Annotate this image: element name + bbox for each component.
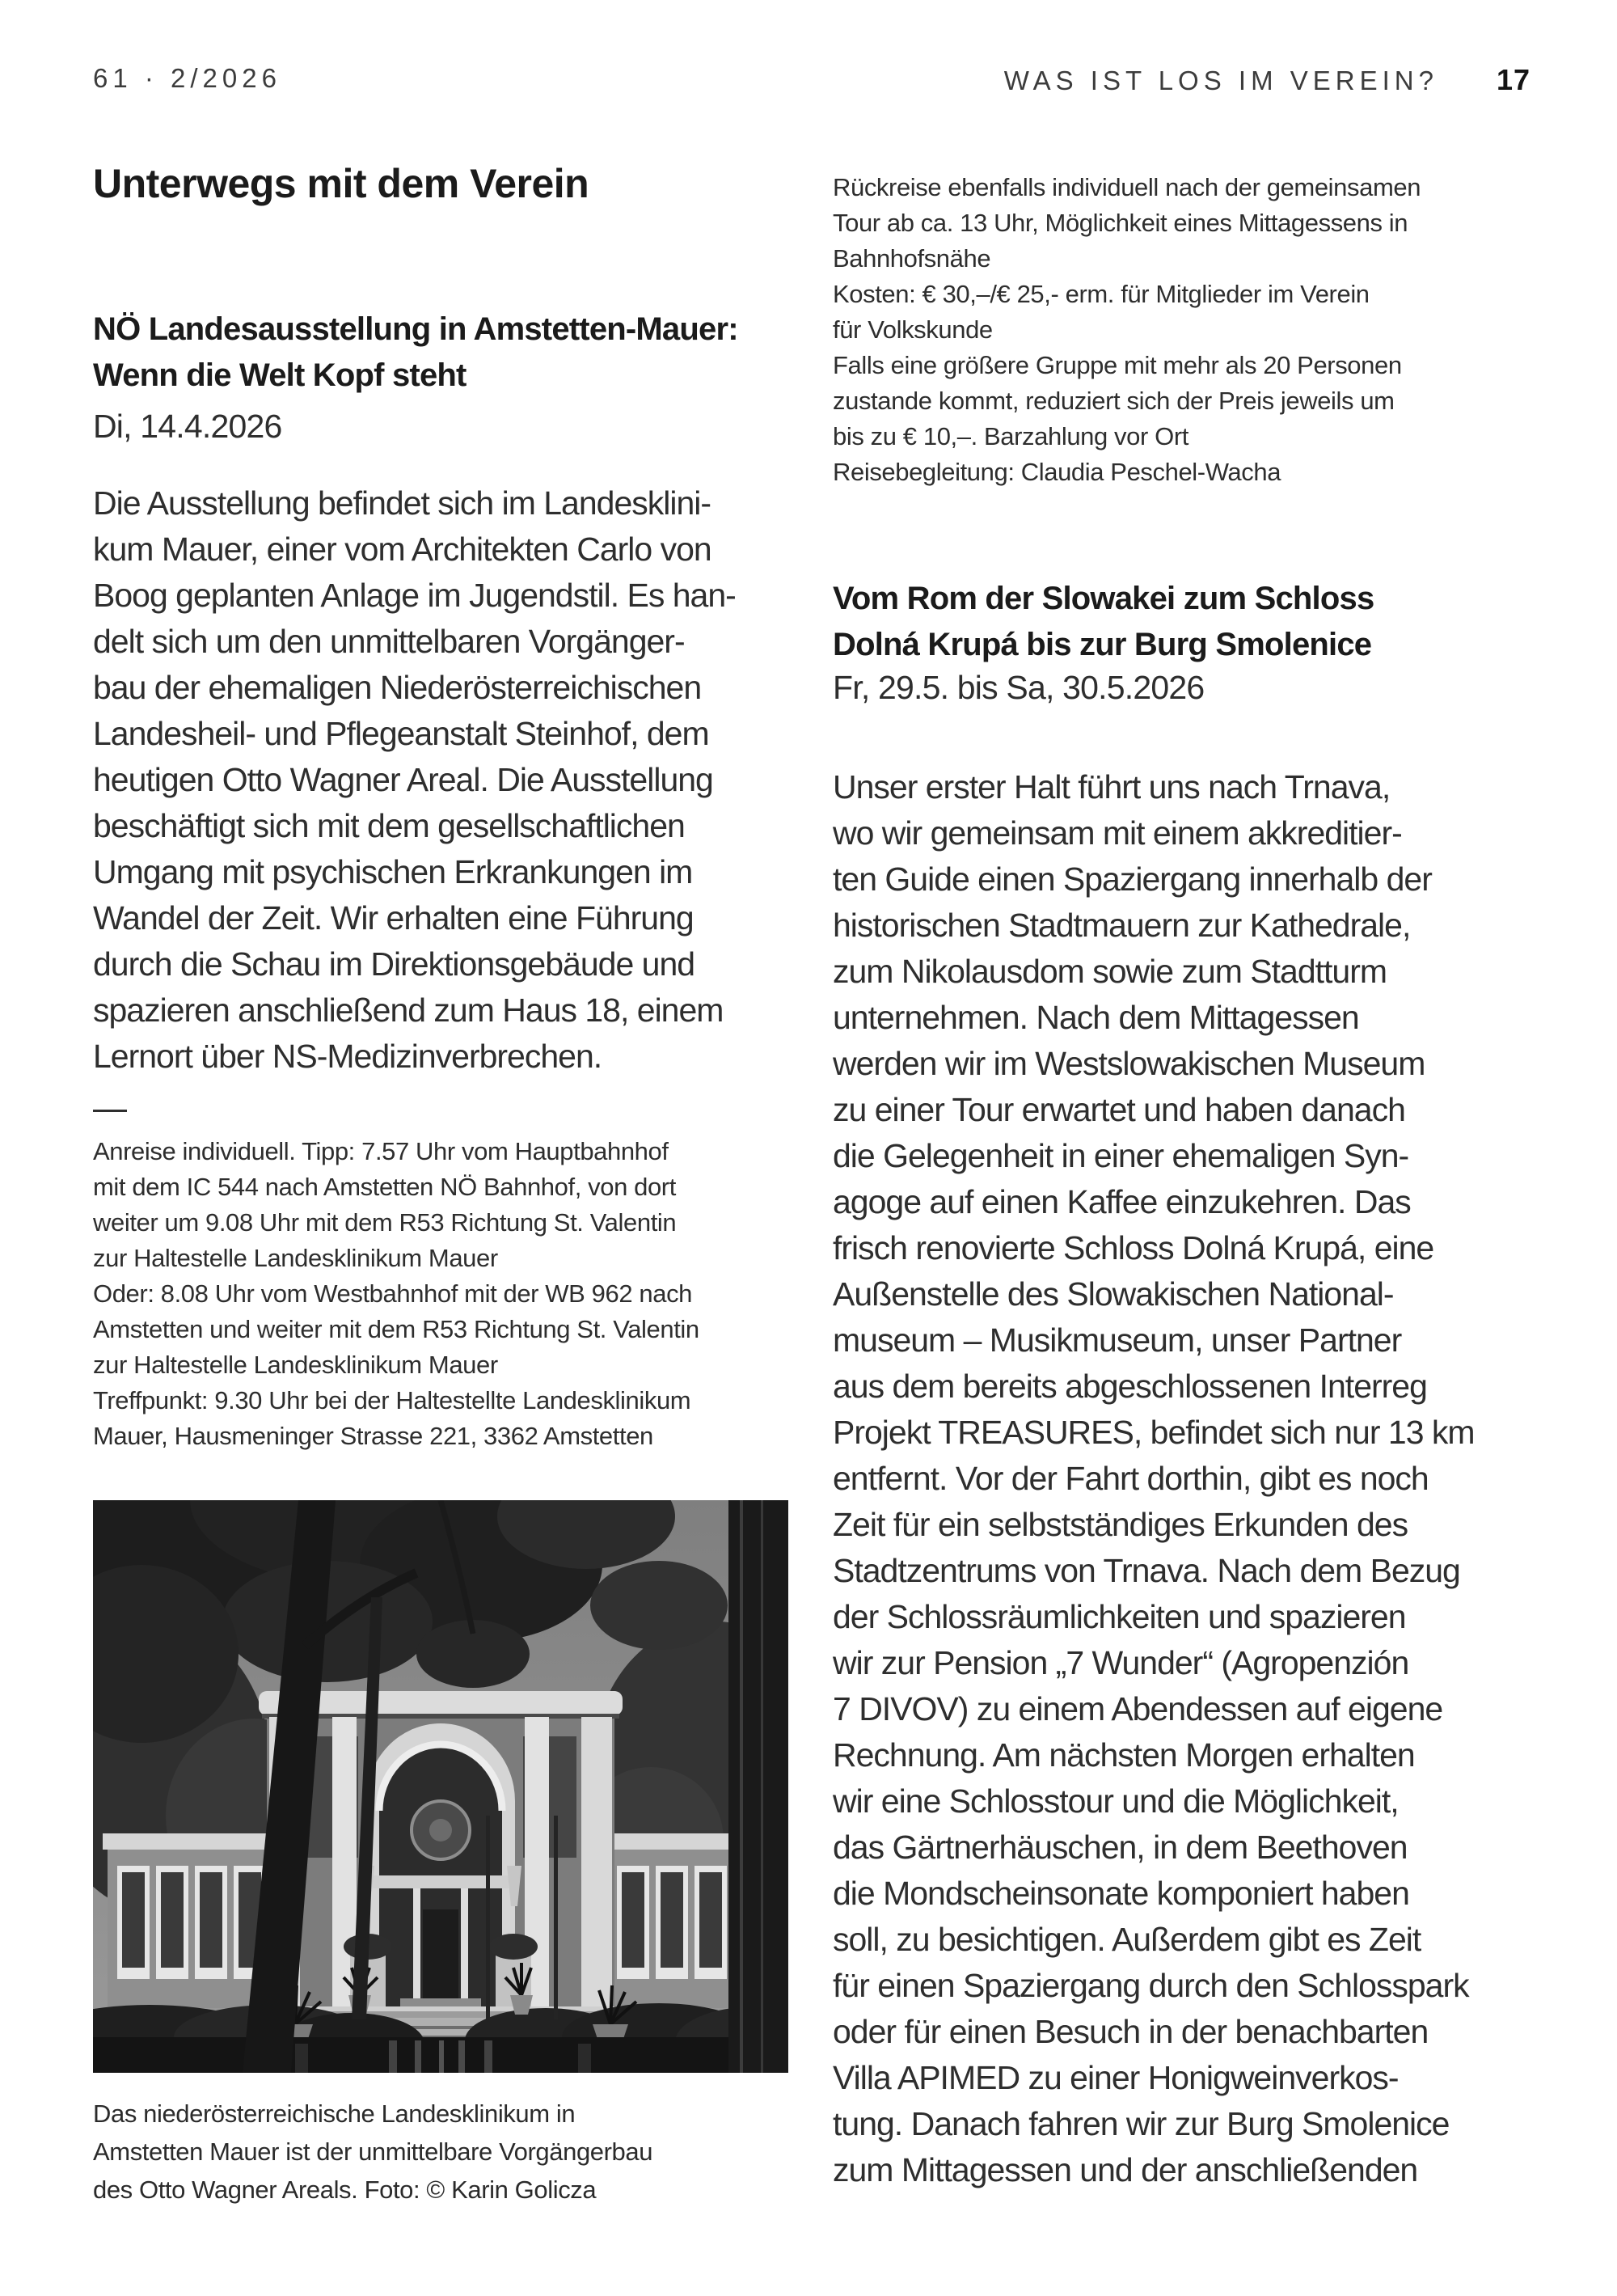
text-line: wir zur Pension „7 Wunder“ (Agropenzión xyxy=(833,1644,1409,1681)
text-line: Villa APIMED zu einer Honigweinverkos- xyxy=(833,2059,1399,2096)
text-line: heutigen Otto Wagner Areal. Die Ausstellung xyxy=(93,761,713,798)
text-line: Stadtzentrums von Trnava. Nach dem Bezug xyxy=(833,1552,1460,1589)
photo-illustration xyxy=(93,1500,788,2073)
text-line: Bahnhofsnähe xyxy=(833,244,991,273)
text-line: zustande kommt, reduziert sich der Preis jeweils um xyxy=(833,387,1395,415)
text-line: Falls eine größere Gruppe mit mehr als 20 Personen xyxy=(833,351,1402,379)
text-line: Lernort über NS-Medizinverbrechen. xyxy=(93,1038,602,1075)
text-line: der Schlossräumlichkeiten und spazieren xyxy=(833,1598,1406,1635)
section-title: WAS IST LOS IM VEREIN? xyxy=(1003,66,1438,95)
photo-caption xyxy=(93,2095,652,2209)
text-line: unternehmen. Nach dem Mittagessen xyxy=(833,999,1359,1036)
page-number: 17 xyxy=(1496,63,1530,96)
text-line: spazieren anschließend zum Haus 18, einem xyxy=(93,992,724,1029)
text-line: tung. Danach fahren wir zur Burg Smolenice xyxy=(833,2105,1450,2142)
text-line: Tour ab ca. 13 Uhr, Möglichkeit eines Mittagessens in xyxy=(833,209,1408,237)
text-line: das Gärtnerhäuschen, in dem Beethoven xyxy=(833,1829,1408,1866)
text-line: weiter um 9.08 Uhr mit dem R53 Richtung St. Valentin xyxy=(93,1208,677,1237)
text-line: museum – Musikmuseum, unser Partner xyxy=(833,1321,1402,1359)
text-line: für einen Spaziergang durch den Schlosspark xyxy=(833,1967,1469,2004)
text-line: Die Ausstellung befindet sich im Landesklini- xyxy=(93,484,711,522)
text-line: Rechnung. Am nächsten Morgen erhalten xyxy=(833,1736,1415,1774)
pond xyxy=(93,2037,788,2073)
text-line: Außenstelle des Slowakischen National- xyxy=(833,1275,1394,1313)
text-line: Anreise individuell. Tipp: 7.57 Uhr vom Hauptbahnhof xyxy=(93,1137,669,1165)
article1-travel-info xyxy=(93,1134,699,1454)
text-line: entfernt. Vor der Fahrt dorthin, gibt es noch xyxy=(833,1460,1429,1497)
text-line: des Otto Wagner Areals. Foto: © Karin Golicza xyxy=(93,2175,597,2204)
text-line: durch die Schau im Direktionsgebäude und xyxy=(93,945,695,983)
text-line: Wandel der Zeit. Wir erhalten eine Führung xyxy=(93,899,694,937)
text-line: NÖ Landesausstellung in Amstetten-Mauer: xyxy=(93,311,738,347)
text-line: zum Mittagessen und der anschließenden xyxy=(833,2151,1418,2188)
article1-travel-info-continued xyxy=(833,170,1421,490)
section-divider-rule xyxy=(93,1110,127,1112)
article1-date: Di, 14.4.2026 xyxy=(93,408,282,445)
text-line: bau der ehemaligen Niederösterreichischen xyxy=(93,669,702,706)
text-line: zur Haltestelle Landesklinikum Mauer xyxy=(93,1351,498,1379)
article1-heading xyxy=(93,307,738,399)
text-line: die Mondscheinsonate komponiert haben xyxy=(833,1875,1409,1912)
text-line: mit dem IC 544 nach Amstetten NÖ Bahnhof, von dort xyxy=(93,1173,676,1201)
text-line: Treffpunkt: 9.30 Uhr bei der Haltestellte Landesklinikum xyxy=(93,1386,691,1414)
text-line: aus dem bereits abgeschlossenen Interreg xyxy=(833,1368,1427,1405)
text-line: historischen Stadtmauern zur Kathedrale, xyxy=(833,907,1411,944)
issue-label: 61 · 2/2026 xyxy=(93,63,281,93)
article2-date: Fr, 29.5. bis Sa, 30.5.2026 xyxy=(833,669,1205,706)
text-line: Dolná Krupá bis zur Burg Smolenice xyxy=(833,627,1372,662)
text-line: Reisebegleitung: Claudia Peschel-Wacha xyxy=(833,458,1281,486)
text-line: agoge auf einen Kaffee einzukehren. Das xyxy=(833,1183,1411,1220)
page-title: Unterwegs mit dem Verein xyxy=(93,161,589,206)
text-line: zur Haltestelle Landesklinikum Mauer xyxy=(93,1244,498,1272)
text-line: für Volkskunde xyxy=(833,315,993,344)
text-line: werden wir im Westslowakischen Museum xyxy=(833,1045,1425,1082)
text-line: zu einer Tour erwartet und haben danach xyxy=(833,1091,1405,1128)
text-line: die Gelegenheit in einer ehemaligen Syn- xyxy=(833,1137,1409,1174)
text-line: delt sich um den unmittelbaren Vorgänger- xyxy=(93,623,685,660)
text-line: Boog geplanten Anlage im Jugendstil. Es han- xyxy=(93,577,736,614)
text-line: beschäftigt sich mit dem gesellschaftlichen xyxy=(93,807,685,844)
text-line: zum Nikolausdom sowie zum Stadtturm xyxy=(833,953,1387,990)
text-line: Mauer, Hausmeninger Strasse 221, 3362 Amstetten xyxy=(93,1422,653,1450)
article1-body xyxy=(93,480,736,1080)
text-line: Projekt TREASURES, befindet sich nur 13 km xyxy=(833,1414,1475,1451)
text-line: Rückreise ebenfalls individuell nach der gemeinsamen xyxy=(833,173,1421,201)
text-line: kum Mauer, einer vom Architekten Carlo von xyxy=(93,531,711,568)
article2-body xyxy=(833,764,1475,2193)
text-line: oder für einen Besuch in der benachbarten xyxy=(833,2013,1429,2050)
text-line: Landesheil- und Pflegeanstalt Steinhof, dem xyxy=(93,715,709,752)
text-line: Zeit für ein selbstständiges Erkunden des xyxy=(833,1506,1408,1543)
text-line: Wenn die Welt Kopf steht xyxy=(93,357,467,393)
text-line: bis zu € 10,–. Barzahlung vor Ort xyxy=(833,422,1188,450)
text-line: Amstetten und weiter mit dem R53 Richtung St. Valentin xyxy=(93,1315,699,1343)
article2-heading xyxy=(833,576,1374,668)
text-line: Oder: 8.08 Uhr vom Westbahnhof mit der WB 962 nach xyxy=(93,1279,693,1308)
text-line: Unser erster Halt führt uns nach Trnava, xyxy=(833,768,1391,806)
text-line: soll, zu besichtigen. Außerdem gibt es Zeit xyxy=(833,1921,1421,1958)
text-line: wir eine Schlosstour und die Möglichkeit, xyxy=(833,1782,1399,1820)
text-line: Das niederösterreichische Landesklinikum in xyxy=(93,2099,576,2128)
text-line: 7 DIVOV) zu einem Abendessen auf eigene xyxy=(833,1690,1443,1727)
text-line: Vom Rom der Slowakei zum Schloss xyxy=(833,581,1374,616)
text-line: wo wir gemeinsam mit einem akkreditier- xyxy=(833,814,1402,852)
text-line: Kosten: € 30,–/€ 25,- erm. für Mitglieder im Verein xyxy=(833,280,1370,308)
page-header-right xyxy=(1004,63,1530,97)
text-line: frisch renovierte Schloss Dolná Krupá, eine xyxy=(833,1229,1434,1266)
text-line: Umgang mit psychischen Erkrankungen im xyxy=(93,853,693,890)
text-line: Amstetten Mauer ist der unmittelbare Vorgängerbau xyxy=(93,2137,653,2166)
photo-landesklinikum-mauer xyxy=(93,1500,788,2073)
text-line: ten Guide einen Spaziergang innerhalb der xyxy=(833,860,1432,898)
